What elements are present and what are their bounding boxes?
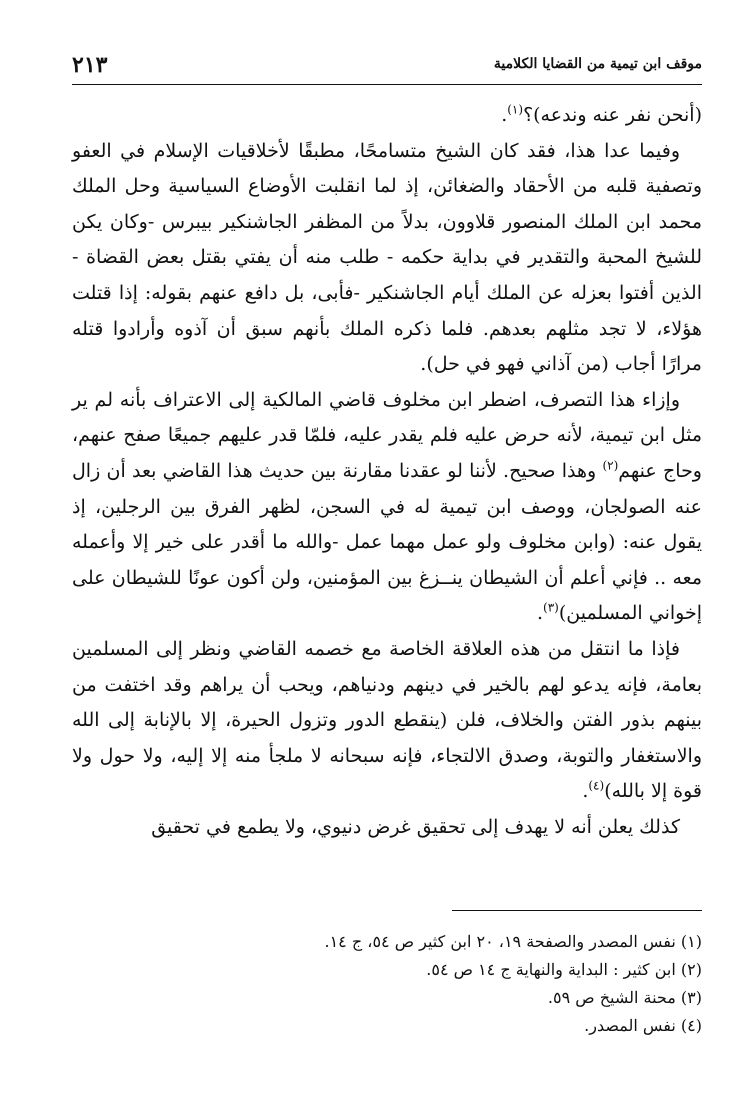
paragraph-text: كذلك يعلن أنه لا يهدف إلى تحقيق غرض دنيوي، ولا يطمع في تحقيق [151, 815, 680, 838]
paragraph [72, 810, 702, 846]
paragraph [72, 98, 702, 134]
footnote: (٣) محنة الشيخ ص ٥٩. [547, 988, 702, 1007]
footnotes [72, 928, 702, 1040]
paragraph-text: . [536, 602, 543, 625]
footnote-marker: (٣) [543, 600, 559, 615]
footnote-rule [452, 910, 702, 911]
body-text [72, 98, 702, 845]
page-header [72, 52, 702, 84]
running-title: موقف ابن تيمية من القضايا الكلامية [493, 56, 702, 72]
footnote-marker: (١) [507, 102, 524, 117]
footnote: (١) نفس المصدر والصفحة ١٩، ٢٠ ابن كثير ص ٥٤، ج ١٤. [324, 932, 702, 951]
footnote: (٤) نفس المصدر. [584, 1016, 702, 1035]
paragraph-text: . [582, 780, 589, 803]
footnote: (٢) ابن كثير : البداية والنهاية ج ١٤ ص ٥٤. [426, 960, 702, 979]
footnote-marker: (٢) [602, 458, 619, 473]
paragraph [72, 134, 702, 383]
paragraph-text: وهذا صحيح. لأننا لو عقدنا مقارنة بين حديث هذا القاضي بعد أن زال عنه الصولجان، ووصف ابن تيمية له في السجن، لظهر الفرق بين الرجلين، إذ يقول عنه: (وابن مخلوف ولو عمل مهما عمل -والله ما أقدر على خير إلا وأعمله معه .. فإني أعلم أن الشيطان ينــزغ بين المؤمنين، ولن أكون عونًا للشيطان على إخواني المسلمين) [72, 459, 702, 625]
paragraph-text: (أنحن نفر عنه وندعه)؟ [523, 104, 702, 126]
header-rule [72, 84, 702, 85]
footnote-marker: (٤) [588, 778, 605, 793]
paragraph [72, 383, 702, 632]
paragraph-text: فإذا ما انتقل من هذه العلاقة الخاصة مع خصمه القاضي ونظر إلى المسلمين بعامة، فإنه يدعو لهم بالخير في دينهم ودنياهم، ويحب أن يراهم وقد اختفت من بينهم بذور الفتن والخلاف، فلن (ينقطع الدور وتزول الحيرة، إلا بالإنابة إلى الله والاستغفار والتوبة، وصدق الالتجاء، فإنه سبحانه لا ملجأ منه إلا إليه، ولا حول ولا قوة إلا بالله) [72, 637, 702, 803]
page-number: ٢١٣ [72, 52, 108, 78]
paragraph-text: وفيما عدا هذا، فقد كان الشيخ متسامحًا، مطبقًا لأخلاقيات الإسلام في العفو وتصفية قلبه من الأحقاد والضغائن، إذ لما انقلبت الأوضاع السياسية وحل الملك محمد ابن الملك المنصور قلاوون، بدلاً من المظفر الجاشنكير بيبرس -وكان يكن للشيخ المحبة والتقدير في بداية حكمه - طلب منه أن يفتي بقتل بعض القضاة - الذين أفتوا بعزله عن الملك أيام الجاشنكير -فأبى، بل دافع عنهم بقوله: إذا قتلت هؤلاء، لا تجد مثلهم بعدهم. فلما ذكره الملك بأنهم سبق أن آذوه وأرادوا قتله مرارًا أجاب (من آذاني فهو في حل). [72, 139, 702, 376]
paragraph-text: وإزاء هذا التصرف، اضطر ابن مخلوف قاضي المالكية إلى الاعتراف بأنه لم ير مثل ابن تيمية، لأنه حرض عليه فلم يقدر عليه، فلمّا قدر عليهم جميعًا صفح عنهم، وحاج عنهم [72, 388, 702, 482]
paragraph [72, 632, 702, 810]
paragraph-text: . [501, 104, 508, 126]
